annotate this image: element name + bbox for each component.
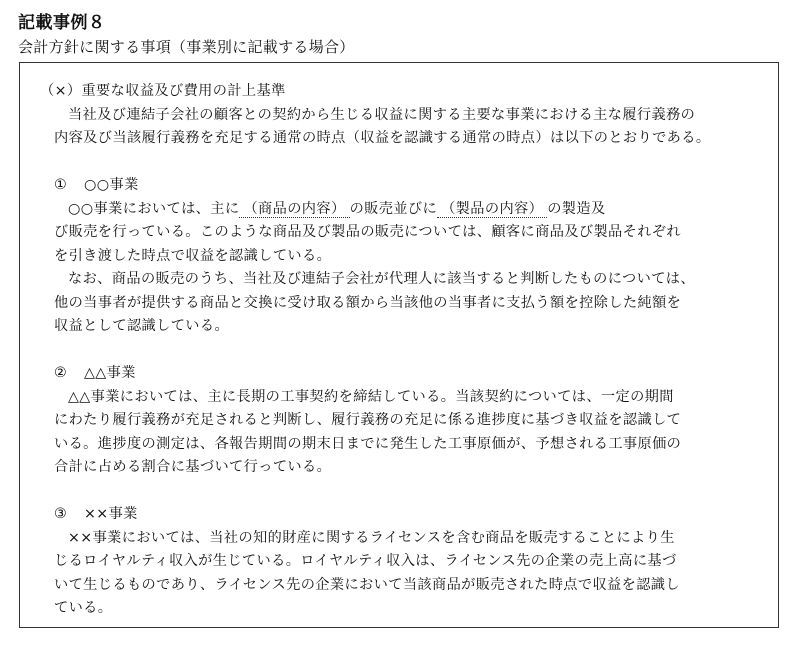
manufactured-content-blank: （製品の内容） <box>437 201 547 218</box>
section-number: ② <box>54 365 68 381</box>
section-2-heading <box>40 362 770 386</box>
section-1-line: を引き渡した時点で収益を認識している。 <box>54 247 332 264</box>
section-3-heading <box>40 503 770 527</box>
section-1-para2-line: 他の当事者が提供する商品と交換に受け取る額から当該他の当事者に支払う額を控除した純額を <box>54 294 682 311</box>
section-1-para2-line: なお、商品の販売のうち、当社及び連結子会社が代理人に該当すると判断したものについては、 <box>68 271 695 287</box>
document-subtitle: 会計方針に関する事項（事業別に記載する場合） <box>18 38 355 56</box>
text-segment: の製造及 <box>547 200 606 217</box>
section-number: ① <box>54 177 68 193</box>
section-heading: （×）重要な収益及び費用の計上基準 <box>40 83 286 99</box>
section-2-line: にわたり履行義務が充足されると判断し、履行義務の充足に係る進捗度に基づき収益を認識して <box>54 412 682 428</box>
section-name: ○○事業 <box>84 177 139 193</box>
section-3-line: じるロイヤルティ収入が生じている。ロイヤルティ収入は、ライセンス先の企業の売上高に基づ <box>54 553 677 569</box>
product-content-blank: （商品の内容） <box>239 201 349 218</box>
section-1-line: び販売を行っている。このような商品及び製品の販売については、顧客に商品及び製品それぞれ <box>54 224 681 240</box>
intro-line: 当社及び連結子会社の顧客との契約から生じる収益に関する主要な事業における主な履行義務の <box>68 106 696 123</box>
section-number: ③ <box>54 506 68 522</box>
document-title: 記載事例８ <box>18 13 106 33</box>
section-name: ××事業 <box>84 506 138 522</box>
section-1-para2-line: 収益として認識している。 <box>54 318 230 334</box>
intro-line: 内容及び当該履行義務を充足する通常の時点（収益を認識する通常の時点）は以下のとおりである。 <box>54 130 711 146</box>
section-3-line: ××事業においては、当社の知的財産に関するライセンスを含む商品を販売することにより生 <box>68 529 675 546</box>
section-name: △△事業 <box>84 365 136 381</box>
section-2-line: △△事業においては、主に長期の工事契約を締結している。当該契約については、一定の期間 <box>68 388 674 405</box>
section-1-line <box>40 198 770 222</box>
section-3-line: いて生じるものであり、ライセンス先の企業において当該商品が販売された時点で収益を認識し <box>54 576 680 593</box>
section-2-line: いる。進捗度の測定は、各報告期間の期末日までに発生した工事原価が、予想される工事原価の <box>54 435 682 452</box>
section-3-line: ている。 <box>54 600 113 616</box>
text-segment: ○○事業においては、主に <box>68 200 240 217</box>
section-1-heading <box>40 174 770 198</box>
disclosure-content <box>40 80 770 621</box>
text-segment: の販売並びに <box>349 200 438 217</box>
section-2-line: 合計に占める割合に基づいて行っている。 <box>54 459 332 475</box>
